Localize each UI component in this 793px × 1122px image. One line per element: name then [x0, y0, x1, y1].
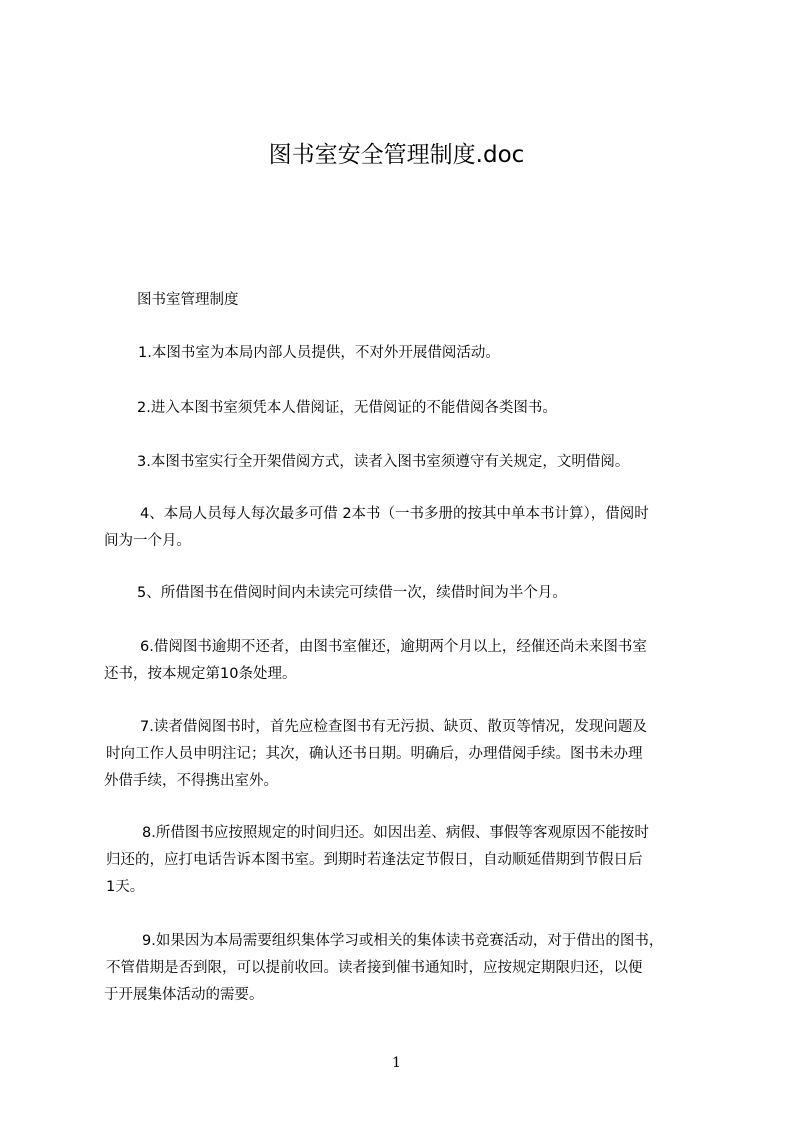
rule-line: 1天。	[106, 879, 145, 895]
rule-line: 间为一个月。	[104, 533, 191, 549]
rule-line: 不管借期是否到限，可以提前收回。读者接到催书通知时，应按规定期限归还，以便	[106, 960, 643, 976]
rule-line: 1.本图书室为本局内部人员提供，不对外开展借阅活动。	[138, 345, 500, 361]
rule-line: 6.借阅图书逾期不还者，由图书室催还，逾期两个月以上，经催还尚未来图书室	[140, 639, 647, 655]
rule-item-2	[104, 395, 704, 422]
rule-line: 2.进入本图书室须凭本人借阅证，无借阅证的不能借阅各类图书。	[137, 400, 557, 416]
rule-item-5	[104, 580, 704, 607]
rule-line: 时向工作人员申明注记；其次，确认还书日期。明确后，办理借阅手续。图书未办理	[106, 746, 643, 762]
rule-line: 还书，按本规定第10条处理。	[104, 666, 297, 682]
rule-line: 9.如果因为本局需要组织集体学习或相关的集体读书竞赛活动，对于借出的图书，	[142, 933, 664, 949]
rule-item-1	[104, 340, 704, 367]
rule-line: 7.读者借阅图书时，首先应检查图书有无污损、缺页、散页等情况，发现问题及	[140, 719, 647, 735]
rule-item-9	[104, 928, 704, 1009]
rule-line: 8.所借图书应按照规定的时间归还。如因出差、病假、事假等客观原因不能按时	[142, 825, 649, 841]
rule-item-6	[104, 634, 704, 688]
rule-item-4	[104, 501, 704, 555]
section-heading-block	[104, 287, 704, 314]
rule-item-8	[104, 820, 704, 901]
document-title: 图书室安全管理制度.doc	[268, 142, 525, 168]
rule-line: 3.本图书室实行全开架借阅方式，读者入图书室须遵守有关规定，文明借阅。	[137, 454, 630, 470]
section-heading: 图书室管理制度	[137, 292, 239, 308]
rule-line: 4、本局人员每人每次最多可借 2本书（一书多册的按其中单本书计算），借阅时	[140, 506, 649, 522]
rule-line: 于开展集体活动的需要。	[104, 987, 264, 1003]
rule-item-7	[104, 714, 704, 795]
rule-line: 5、所借图书在借阅时间内未读完可续借一次，续借时间为半个月。	[137, 585, 567, 601]
rule-line: 归还的，应打电话告诉本图书室。到期时若逢法定节假日，自动顺延借期到节假日后	[106, 852, 643, 868]
rule-line: 外借手续，不得携出室外。	[104, 773, 278, 789]
rule-item-3	[104, 449, 704, 476]
page-number: 1	[392, 1055, 401, 1071]
